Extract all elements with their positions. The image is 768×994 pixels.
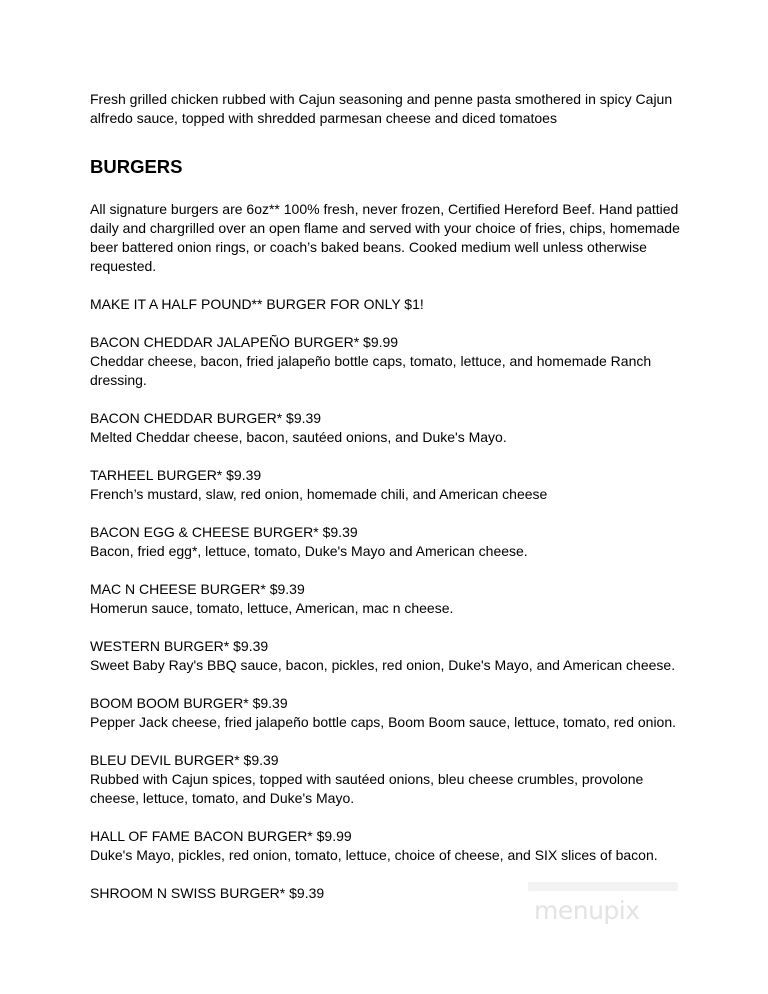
menu-page [90, 90, 690, 903]
menu-item [90, 694, 690, 732]
menu-item [90, 333, 690, 390]
pasta-description: Fresh grilled chicken rubbed with Cajun seasoning and penne pasta smothered in spicy Cajun alfredo sauce, topped with shredded parmesan cheese and diced tomatoes [90, 91, 673, 126]
item-description: Sweet Baby Ray's BBQ sauce, bacon, pickles, red onion, Duke's Mayo, and American cheese. [90, 657, 676, 673]
item-description: Melted Cheddar cheese, bacon, sautéed onions, and Duke's Mayo. [90, 429, 507, 445]
menu-item [90, 523, 690, 561]
item-description: Pepper Jack cheese, fried jalapeño bottle caps, Boom Boom sauce, lettuce, tomato, red onion. [90, 714, 677, 730]
item-name: BACON CHEDDAR BURGER* $9.39 [90, 410, 322, 426]
menu-item [90, 466, 690, 504]
item-description: French’s mustard, slaw, red onion, homemade chili, and American cheese [90, 486, 548, 502]
item-name: BACON EGG & CHEESE BURGER* $9.39 [90, 524, 358, 540]
menu-item [90, 751, 690, 808]
section-title: BURGERS [90, 156, 183, 177]
menu-item [90, 409, 690, 447]
item-description: Duke's Mayo, pickles, red onion, tomato, lettuce, choice of cheese, and SIX slices of bacon. [90, 847, 658, 863]
item-name: WESTERN BURGER* $9.39 [90, 638, 269, 654]
item-description: Rubbed with Cajun spices, topped with sautéed onions, bleu cheese crumbles, provolone cheese, lettuce, tomato, and Duke's Mayo. [90, 771, 644, 806]
watermark-strip [528, 882, 678, 891]
item-name: BLEU DEVIL BURGER* $9.39 [90, 752, 279, 768]
item-name: MAC N CHEESE BURGER* $9.39 [90, 581, 305, 597]
item-name: HALL OF FAME BACON BURGER* $9.99 [90, 828, 352, 844]
section-description: All signature burgers are 6oz** 100% fresh, never frozen, Certified Hereford Beef. Hand pattied daily and chargrilled over an open flame and served with your choice of fries, chips, homemade beer battered onion rings, or coach’s baked beans. Cooked medium well unless otherwise requested. [90, 201, 680, 274]
menupix-watermark [520, 878, 700, 928]
item-name: BACON CHEDDAR JALAPEÑO BURGER* $9.99 [90, 334, 399, 350]
item-description: Cheddar cheese, bacon, fried jalapeño bottle caps, tomato, lettuce, and homemade Ranch dressing. [90, 353, 652, 388]
item-name: TARHEEL BURGER* $9.39 [90, 467, 262, 483]
menu-item [90, 580, 690, 618]
item-description: Bacon, fried egg*, lettuce, tomato, Duke's Mayo and American cheese. [90, 543, 528, 559]
item-name: SHROOM N SWISS BURGER* $9.39 [90, 885, 325, 901]
menu-item [90, 637, 690, 675]
item-name: BOOM BOOM BURGER* $9.39 [90, 695, 288, 711]
item-description: Homerun sauce, tomato, lettuce, American, mac n cheese. [90, 600, 454, 616]
menupix-logo: menupix [534, 896, 640, 925]
menu-item [90, 827, 690, 865]
upgrade-note: MAKE IT A HALF POUND** BURGER FOR ONLY $1! [90, 296, 424, 312]
